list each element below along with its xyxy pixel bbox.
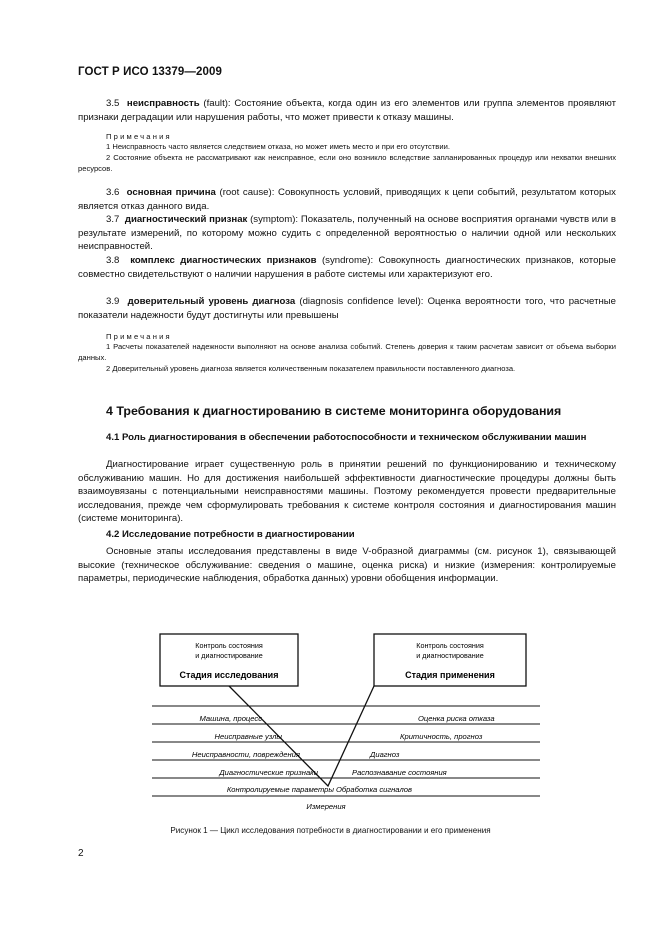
notes-heading: Примечания [106, 332, 172, 341]
subsection-4-2-title [78, 528, 616, 542]
left-level-label: Контролируемые параметры [226, 785, 334, 794]
term-text: (symptom): Показатель, полученный на основе восприятия органами чувств или в результате измерений, по которому можно судить с определенной вероятностью о наличии одной или нескольких неисправностей. [78, 214, 616, 252]
term-text: (fault): Состояние объекта, когда один из его элементов или группа элементов проявляют признаки деградации или нарушения работы, что может привести к отказу машины. [78, 98, 616, 123]
term-text: (syndrome): Совокупность диагностических признаков, которые совместно свидетельствуют о наличии нарушения в работе системы или характеризуют его. [78, 255, 616, 280]
subsection-title: 4.1 Роль диагностирования в обеспечении работоспособности и техническом обслуживании машин [106, 432, 587, 443]
term-text: (diagnosis confidence level): Оценка вероятности того, что расчетные показатели надежности будут достигнуты или превышены [78, 296, 616, 321]
box-label: и диагностирование [416, 651, 484, 660]
notes-heading: Примечания [106, 132, 172, 141]
box-label: Контроль состояния [416, 641, 484, 650]
left-level-label: Диагностические признаки [219, 768, 318, 777]
subsection-4-2-text: Основные этапы исследования представлены в виде V-образной диаграммы (см. рисунок 1), связывающей высокие (техническое обслуживание: сведения о машине, оценка риска) и низкие (измерения: контролируемые параметры, периодические наблюдения, обработка данных) уровни обобщения информации. [78, 546, 616, 584]
term-name: доверительный уровень диагноза [127, 296, 296, 307]
bottom-level-label: Измерения [306, 802, 346, 811]
subsection-title: 4.2 Исследование потребности в диагностировании [106, 529, 355, 540]
stage-title: Стадия применения [405, 670, 495, 680]
notes-block-2 [78, 331, 616, 374]
definition-3-9 [78, 295, 616, 322]
term-name: основная причина [126, 187, 216, 198]
term-number: 3.6 [106, 187, 120, 198]
page-number: 2 [78, 848, 84, 859]
right-level-label: Оценка риска отказа [418, 714, 495, 723]
term-name: диагностический признак [124, 214, 248, 225]
subsection-4-1-text: Диагностирование играет существенную роль в принятии решений по функционированию и техническому обслуживанию машин. Но для достижения наибольшей эффективности диагностические процедуры должны быть взаимоувязаны с потенциальными неисправностями машины. Поэтому рекомендуется провести предварительные исследования, прежде чем сформулировать требования к системе контроля состояния и диагностирования машин (системе мониторинга). [78, 459, 616, 524]
note-item: 2 Доверительный уровень диагноза является количественным показателем правильности поставленного диагноза. [106, 363, 516, 373]
v-diagram [0, 620, 661, 820]
term-name: неисправность [126, 98, 200, 109]
box-label: и диагностирование [195, 651, 263, 660]
term-number: 3.7 [106, 214, 120, 225]
left-level-label: Неисправности, повреждения [191, 750, 300, 759]
left-level-label: Неисправные узлы [214, 732, 282, 741]
term-text: (root cause): Совокупность условий, приводящих к цепи событий, результатом которых является отказ данного вида. [78, 187, 616, 212]
definition-3-7 [78, 213, 616, 254]
right-level-label: Диагноз [370, 750, 400, 759]
note-item: 1 Неисправность часто является следствием отказа, но может иметь место и при его отсутствии. [106, 142, 450, 151]
right-level-label: Обработка сигналов [336, 785, 412, 794]
figure-caption: Рисунок 1 — Цикл исследования потребности в диагностировании и его применения [170, 826, 491, 835]
note-item: 1 Расчеты показателей надежности выполняют на основе анализа событий. Степень доверия к таким расчетам зависит от объема выборки данных. [78, 342, 616, 362]
notes-block-1 [78, 131, 616, 174]
definition-3-6 [78, 186, 616, 213]
left-level-label: Машина, процесс [199, 714, 262, 723]
note-item: 2 Состояние объекта не рассматривают как неисправное, если оно возникло вследствие запланированных процедур или нехватки внешних ресурсов. [78, 152, 616, 173]
term-number: 3.9 [106, 296, 120, 307]
subsection-4-1-title [78, 431, 616, 445]
right-level-label: Распознавание состояния [352, 768, 447, 777]
box-label: Контроль состояния [195, 641, 263, 650]
stage-title: Стадия исследования [179, 670, 279, 680]
section-4-heading: 4 Требования к диагностированию в системе мониторинга оборудования [106, 404, 562, 418]
right-level-label: Критичность, прогноз [400, 732, 483, 741]
definition-3-8 [78, 254, 616, 281]
definition-3-5 [78, 97, 616, 124]
document-header: ГОСТ Р ИСО 13379—2009 [78, 66, 223, 78]
term-number: 3.5 [106, 98, 120, 109]
term-name: комплекс диагностических признаков [130, 255, 317, 266]
term-number: 3.8 [106, 255, 120, 266]
